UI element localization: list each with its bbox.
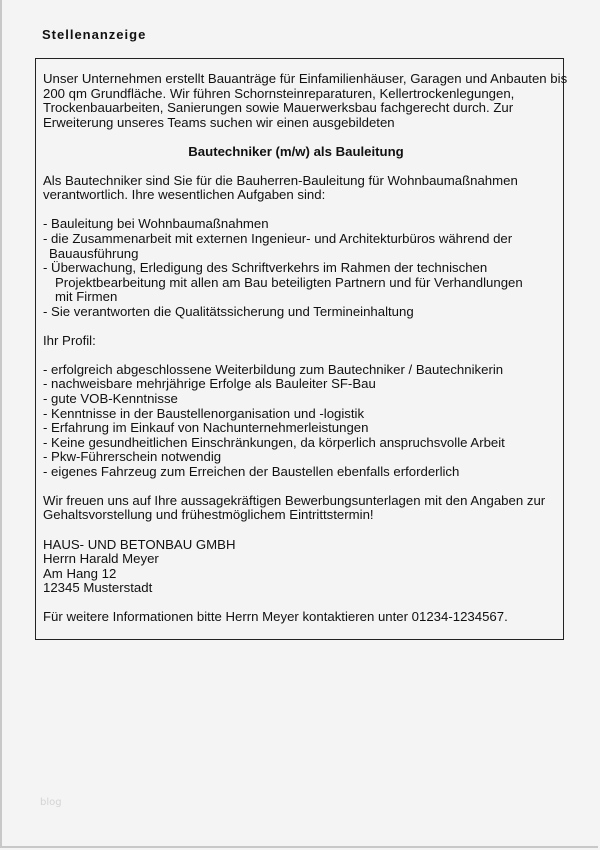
text-line: verantwortlich. Ihre wesentlichen Aufgaben sind: [43,187,326,203]
list-item: - Kenntnisse in der Baustellenorganisation und -logistik [43,405,365,421]
list-item: - Keine gesundheitlichen Einschränkungen, da körperlich anspruchsvolle Arbeit [43,434,505,450]
city: 12345 Musterstadt [43,580,153,596]
list-item: - die Zusammenarbeit mit externen Ingenieur- und Architekturbüros während der [43,231,513,247]
list-item: - Pkw-Führerschein notwendig [43,449,222,465]
text-line: Erweiterung unseres Teams suchen wir einen ausgebildeten [43,114,395,130]
list-item: - nachweisbare mehrjährige Erfolge als Bauleiter SF-Bau [43,376,376,392]
text-line: Wir freuen uns auf Ihre aussagekräftigen Bewerbungsunterlagen mit den Angaben zur [43,492,546,508]
closing-paragraph [43,494,563,523]
text-line: 200 qm Grundfläche. Wir führen Schornsteinreparaturen, Kellertrockenlegungen, [43,85,515,101]
list-item: - Erfahrung im Einkauf von Nachunternehmerleistungen [43,420,369,436]
intro-paragraph [43,71,568,130]
profile-label: Ihr Profil: [43,332,96,348]
text-line: Gehaltsvorstellung und frühestmöglichem Eintrittstermin! [43,507,374,523]
text-line: Unser Unternehmen erstellt Bauanträge für Einfamilienhäuser, Garagen und Anbauten bis [43,71,568,86]
list-item: - Bauleitung bei Wohnbaumaßnahmen [43,216,269,232]
list-item: - gute VOB-Kenntnisse [43,391,178,407]
company-address [43,538,563,596]
text-line: Trockenbauarbeiten, Sanierungen sowie Mauerwerksbau fachgerecht durch. Zur [43,100,514,116]
contact-person: Herrn Harald Meyer [43,551,159,567]
list-item: - eigenes Fahrzeug zum Erreichen der Baustellen ebenfalls erforderlich [43,463,460,479]
list-item-continuation: Bauausführung [49,245,139,261]
company-name: HAUS- UND BETONBAU GMBH [43,536,236,552]
street: Am Hang 12 [43,565,117,581]
list-item: - erfolgreich abgeschlossene Weiterbildung zum Bautechniker / Bautechnikerin [43,361,504,377]
page-heading: Stellenanzeige [42,27,147,42]
job-title: Bautechniker (m/w) als Bauleitung [188,143,404,159]
role-intro [43,174,563,203]
contact-info: Für weitere Informationen bitte Herrn Meyer kontaktieren unter 01234-1234567. [43,609,508,625]
list-item-continuation: mit Firmen [55,289,118,305]
watermark: blog [40,797,62,808]
text-line: Als Bautechniker sind Sie für die Bauherren-Bauleitung für Wohnbaumaßnahmen [43,172,518,188]
tasks-list [43,217,563,319]
job-ad-box [35,58,568,640]
list-item-continuation: Projektbearbeitung mit allen am Bau beteiligten Partnern und für Verhandlungen [55,274,523,290]
profile-list [43,363,563,479]
list-item: - Sie verantworten die Qualitätssicherung und Termineinhaltung [43,303,414,319]
list-item: - Überwachung, Erledigung des Schriftverkehrs im Rahmen der technischen [43,260,488,276]
